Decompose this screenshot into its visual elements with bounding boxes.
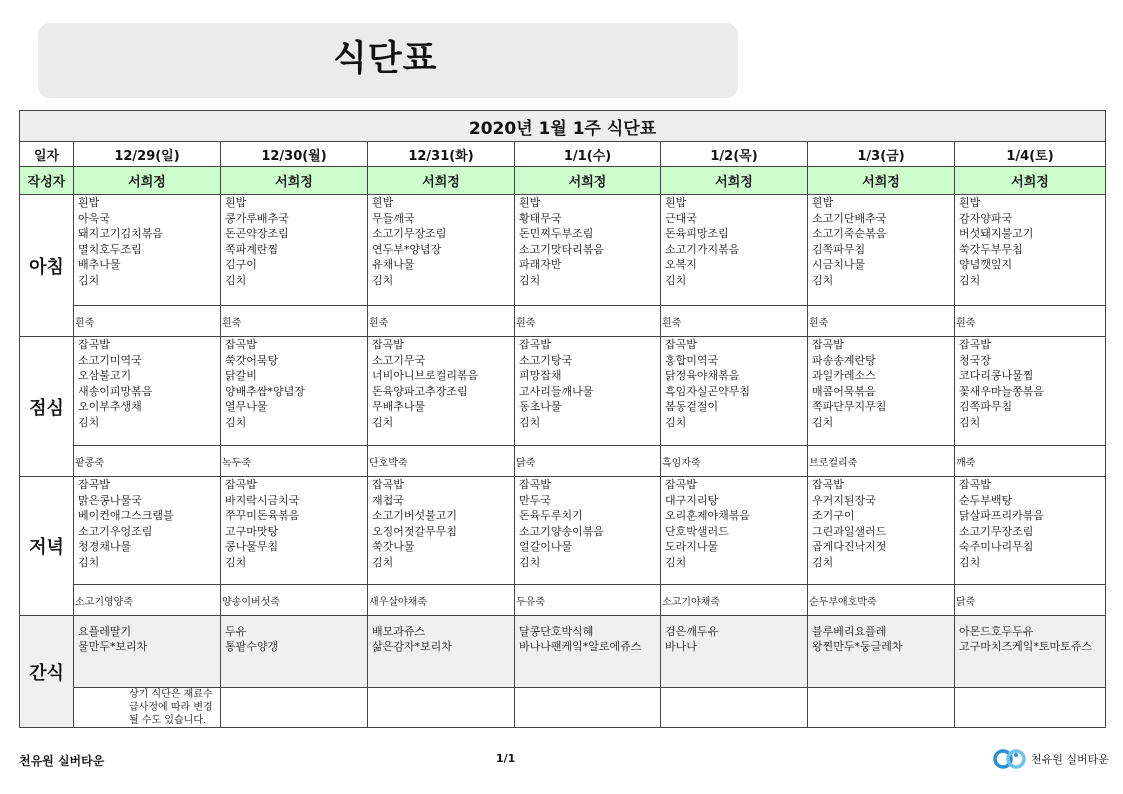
menu-item: 소고기무장조림 (372, 227, 447, 241)
menu-cell (221, 477, 368, 585)
porridge-cell: 닭죽 (515, 446, 661, 477)
menu-item: 닭살파프리카볶음 (959, 509, 1045, 523)
menu-item: 청경채나물 (78, 540, 132, 554)
menu-item: 베이컨애그스크램블 (78, 509, 174, 523)
menu-item: 돈육두루치기 (519, 509, 583, 523)
menu-item: 잡곡밥 (78, 478, 110, 491)
meal-label: 저녁 (20, 477, 74, 616)
menu-item: 곱게다진낙지젓 (812, 540, 887, 554)
menu-item: 아욱국 (78, 211, 110, 225)
menu-item: 파송송계란탕 (812, 353, 876, 367)
menu-item: 쑥갓나물 (372, 540, 415, 554)
menu-item: 김치 (812, 273, 834, 287)
menu-item: 김치 (519, 273, 541, 287)
day-header: 1/1(수) (515, 142, 661, 167)
menu-cell (368, 477, 515, 585)
menu-item: 소고기미역국 (78, 353, 142, 367)
menu-item: 대구지리탕 (665, 493, 719, 507)
menu-item: 잡곡밥 (959, 478, 991, 491)
porridge-cell: 단호박죽 (368, 446, 515, 477)
menu-item: 김치 (78, 273, 100, 287)
menu-item: 닭갈비 (225, 369, 257, 383)
menu-item: 돈곤약장조림 (225, 227, 289, 241)
menu-item: 오복지 (665, 258, 697, 272)
porridge-cell: 새우살야채죽 (368, 585, 515, 616)
menu-item: 피망잡채 (519, 369, 562, 383)
menu-item: 고사리들깨나물 (519, 384, 594, 398)
porridge-cell: 흰죽 (368, 306, 515, 337)
menu-item: 잡곡밥 (372, 338, 404, 351)
note-text: 상기 식단은 재료수급사정에 따라 변경될 수도 있습니다. (74, 688, 221, 728)
menu-item: 오삼불고기 (78, 369, 132, 383)
menu-item: 도라지나물 (665, 540, 719, 554)
menu-item: 돼지고기김치볶음 (78, 227, 164, 241)
menu-item: 재첩국 (372, 493, 404, 507)
porridge-cell: 깨죽 (955, 446, 1106, 477)
logo-text: 천유원 실버타운 (1031, 753, 1109, 766)
writer-cell: 서희정 (515, 167, 661, 195)
menu-item: 동초나물 (519, 400, 562, 414)
menu-item: 김치 (78, 415, 100, 429)
menu-item: 김치 (372, 415, 394, 429)
snack-item: 바나나팬케잌*알로에쥬스 (519, 640, 642, 653)
menu-item: 콩가루배추국 (225, 211, 289, 225)
menu-item: 잡곡밥 (665, 338, 697, 351)
menu-item: 얼갈이나물 (519, 540, 573, 554)
menu-item: 조기구이 (812, 509, 855, 523)
menu-item: 멸치호두조림 (78, 242, 142, 256)
menu-item: 꽃새우마늘쫑볶음 (959, 384, 1045, 398)
menu-item: 김치 (812, 415, 834, 429)
day-header: 12/29(일) (74, 142, 221, 167)
menu-item: 흰밥 (812, 196, 834, 209)
porridge-cell: 흰죽 (808, 306, 955, 337)
writer-cell: 서희정 (661, 167, 808, 195)
menu-item: 김치 (225, 555, 247, 569)
menu-cell (515, 477, 661, 585)
snack-cell (808, 616, 955, 688)
menu-item: 소고기무장조림 (959, 524, 1034, 538)
porridge-cell: 소고기야채죽 (661, 585, 808, 616)
menu-item: 우거지된장국 (812, 493, 876, 507)
porridge-cell: 흰죽 (221, 306, 368, 337)
meal-label: 아침 (20, 195, 74, 337)
day-header: 1/4(토) (955, 142, 1106, 167)
menu-item: 숙주미나리무침 (959, 540, 1034, 554)
menu-item: 잡곡밥 (812, 478, 844, 491)
snack-item: 통팥수양갱 (225, 640, 279, 653)
porridge-cell: 브로컬리죽 (808, 446, 955, 477)
menu-item: 콩나물무침 (225, 540, 279, 554)
menu-item: 잡곡밥 (78, 338, 110, 351)
menu-item: 김구이 (225, 258, 257, 272)
snack-item: 검은깨두유 (665, 625, 719, 638)
menu-item: 감자양파국 (959, 211, 1013, 225)
menu-item: 잡곡밥 (519, 338, 551, 351)
menu-item: 양념깻잎지 (959, 258, 1013, 272)
menu-item: 소고기탕국 (519, 353, 573, 367)
menu-item: 파래자반 (519, 258, 562, 272)
snack-item: 삶은감자*보리차 (372, 640, 452, 653)
menu-item: 소고기버섯불고기 (372, 509, 458, 523)
menu-item: 잡곡밥 (225, 338, 257, 351)
date-label: 일자 (20, 142, 74, 167)
menu-item: 새송이피망볶음 (78, 384, 153, 398)
menu-item: 매콤어묵볶음 (812, 384, 876, 398)
menu-cell (368, 195, 515, 306)
menu-cell (74, 477, 221, 585)
menu-cell (661, 477, 808, 585)
writer-cell: 서희정 (955, 167, 1106, 195)
porridge-cell: 두유죽 (515, 585, 661, 616)
porridge-cell: 순두부애호박죽 (808, 585, 955, 616)
empty-cell (221, 688, 368, 728)
menu-item: 고구마맛탕 (225, 524, 279, 538)
day-header: 1/3(금) (808, 142, 955, 167)
menu-item: 시금치나물 (812, 258, 866, 272)
menu-item: 홍합미역국 (665, 353, 719, 367)
menu-item: 흰밥 (78, 196, 100, 209)
page-title: 식단표 (333, 39, 438, 79)
snack-cell (955, 616, 1106, 688)
footer-logo (993, 746, 1109, 772)
menu-item: 소고기맛타리볶음 (519, 242, 605, 256)
menu-item: 버섯돼지불고기 (959, 227, 1034, 241)
porridge-cell: 흰죽 (955, 306, 1106, 337)
menu-cell (808, 337, 955, 446)
snack-label: 간식 (20, 616, 74, 728)
menu-cell (515, 195, 661, 306)
menu-table (19, 110, 1106, 728)
snack-item: 달콩단호박식혜 (519, 625, 594, 638)
snack-item: 블루베리요플레 (812, 625, 887, 638)
menu-item: 잡곡밥 (812, 338, 844, 351)
empty-cell (955, 688, 1106, 728)
menu-item: 김치 (812, 555, 834, 569)
menu-item: 근대국 (665, 211, 697, 225)
menu-cell (661, 337, 808, 446)
day-header: 1/2(목) (661, 142, 808, 167)
meal-label: 점심 (20, 337, 74, 477)
menu-item: 그린과일샐러드 (812, 524, 887, 538)
menu-item: 김치 (959, 555, 981, 569)
menu-cell (221, 337, 368, 446)
snack-cell (515, 616, 661, 688)
menu-item: 소고기죽순볶음 (812, 227, 887, 241)
snack-item: 물만두*보리차 (78, 640, 148, 653)
porridge-cell: 소고기영양죽 (74, 585, 221, 616)
menu-item: 흰밥 (372, 196, 394, 209)
snack-item: 바나나 (665, 640, 697, 653)
day-header: 12/31(화) (368, 142, 515, 167)
menu-item: 김치 (519, 555, 541, 569)
menu-item: 김쪽파무침 (812, 242, 866, 256)
porridge-cell: 닭죽 (955, 585, 1106, 616)
menu-item: 잡곡밥 (959, 338, 991, 351)
porridge-cell: 양송이버섯죽 (221, 585, 368, 616)
snack-item: 요플레딸기 (78, 625, 132, 638)
porridge-cell: 흰죽 (661, 306, 808, 337)
snack-cell (221, 616, 368, 688)
menu-item: 잡곡밥 (225, 478, 257, 491)
menu-item: 쪽파단무지무침 (812, 400, 887, 414)
menu-item: 김쪽파무침 (959, 400, 1013, 414)
menu-item: 김치 (959, 415, 981, 429)
menu-item: 김치 (665, 555, 687, 569)
menu-cell (808, 195, 955, 306)
menu-item: 소고기가지볶음 (665, 242, 740, 256)
menu-item: 만두국 (519, 493, 551, 507)
empty-cell (515, 688, 661, 728)
menu-item: 유채나물 (372, 258, 415, 272)
menu-cell (368, 337, 515, 446)
menu-item: 잡곡밥 (665, 478, 697, 491)
menu-item: 청국장 (959, 353, 991, 367)
footer-page-number: 1/1 (496, 752, 516, 765)
menu-item: 김치 (372, 273, 394, 287)
menu-item: 김치 (665, 273, 687, 287)
menu-item: 쑥갓어묵탕 (225, 353, 279, 367)
menu-item: 단호박샐러드 (665, 524, 729, 538)
logo-icon (993, 746, 1029, 772)
menu-item: 오이부추생채 (78, 400, 142, 414)
menu-item: 쪽파계란찜 (225, 242, 279, 256)
menu-cell (74, 195, 221, 306)
empty-cell (368, 688, 515, 728)
menu-item: 쭈꾸미돈육볶음 (225, 509, 300, 523)
menu-item: 코다리콩나물찜 (959, 369, 1034, 383)
menu-item: 닭정육야채볶음 (665, 369, 740, 383)
menu-item: 쑥갓두부무침 (959, 242, 1023, 256)
menu-item: 흰밥 (959, 196, 981, 209)
writer-cell: 서희정 (74, 167, 221, 195)
menu-item: 김치 (665, 415, 687, 429)
menu-item: 김치 (225, 415, 247, 429)
snack-cell (368, 616, 515, 688)
menu-cell (955, 337, 1106, 446)
snack-cell (74, 616, 221, 688)
menu-cell (221, 195, 368, 306)
menu-item: 소고기우엉조림 (78, 524, 153, 538)
empty-cell (808, 688, 955, 728)
menu-item: 무배추나물 (372, 400, 426, 414)
snack-item: 아몬드호두두유 (959, 625, 1034, 638)
menu-item: 소고기양송이볶음 (519, 524, 605, 538)
menu-item: 양배추쌈*양념장 (225, 384, 305, 398)
menu-item: 너비아니브로컬리볶음 (372, 369, 479, 383)
writer-cell: 서희정 (808, 167, 955, 195)
day-header: 12/30(월) (221, 142, 368, 167)
menu-item: 소고기단배추국 (812, 211, 887, 225)
menu-cell (955, 195, 1106, 306)
writer-label: 작성자 (20, 167, 74, 195)
menu-cell (808, 477, 955, 585)
menu-item: 소고기무국 (372, 353, 426, 367)
writer-cell: 서희정 (368, 167, 515, 195)
menu-item: 열무나물 (225, 400, 268, 414)
menu-item: 김치 (959, 273, 981, 287)
porridge-cell: 흰죽 (515, 306, 661, 337)
menu-item: 과일카레소스 (812, 369, 876, 383)
menu-item: 순두부백탕 (959, 493, 1013, 507)
snack-item: 배모과쥬스 (372, 625, 426, 638)
menu-item: 흑임자실곤약무침 (665, 384, 751, 398)
menu-item: 돈민찌두부조림 (519, 227, 594, 241)
snack-item: 두유 (225, 625, 247, 638)
menu-item: 흰밥 (519, 196, 541, 209)
menu-cell (955, 477, 1106, 585)
menu-item: 김치 (225, 273, 247, 287)
menu-item: 잡곡밥 (519, 478, 551, 491)
menu-item: 오리훈제야채볶음 (665, 509, 751, 523)
porridge-cell: 팥콩죽 (74, 446, 221, 477)
porridge-cell: 흰죽 (74, 306, 221, 337)
menu-item: 봄동겉절이 (665, 400, 719, 414)
porridge-cell: 흑임자죽 (661, 446, 808, 477)
writer-cell: 서희정 (221, 167, 368, 195)
menu-item: 잡곡밥 (372, 478, 404, 491)
snack-cell (661, 616, 808, 688)
menu-item: 연두부*양념장 (372, 242, 442, 256)
menu-cell (661, 195, 808, 306)
footer-org-name: 천유원 실버타운 (19, 754, 105, 768)
empty-cell (661, 688, 808, 728)
porridge-cell: 녹두죽 (221, 446, 368, 477)
menu-cell (515, 337, 661, 446)
menu-item: 돈육양파고추장조림 (372, 384, 468, 398)
menu-item: 오징어젓갈무무침 (372, 524, 458, 538)
menu-item: 김치 (78, 555, 100, 569)
menu-item: 무들깨국 (372, 211, 415, 225)
menu-item: 흰밥 (665, 196, 687, 209)
snack-item: 고구마치즈케잌*토마토쥬스 (959, 640, 1093, 653)
menu-item: 맑은콩나물국 (78, 493, 142, 507)
menu-item: 배추나물 (78, 258, 121, 272)
snack-item: 왕찐만두*둥글레차 (812, 640, 903, 653)
menu-cell (74, 337, 221, 446)
menu-item: 황태무국 (519, 211, 562, 225)
menu-item: 흰밥 (225, 196, 247, 209)
menu-item: 김치 (372, 555, 394, 569)
menu-item: 돈육피망조림 (665, 227, 729, 241)
menu-item: 바지락시금치국 (225, 493, 300, 507)
table-title: 2020년 1월 1주 식단표 (20, 111, 1106, 142)
menu-item: 김치 (519, 415, 541, 429)
